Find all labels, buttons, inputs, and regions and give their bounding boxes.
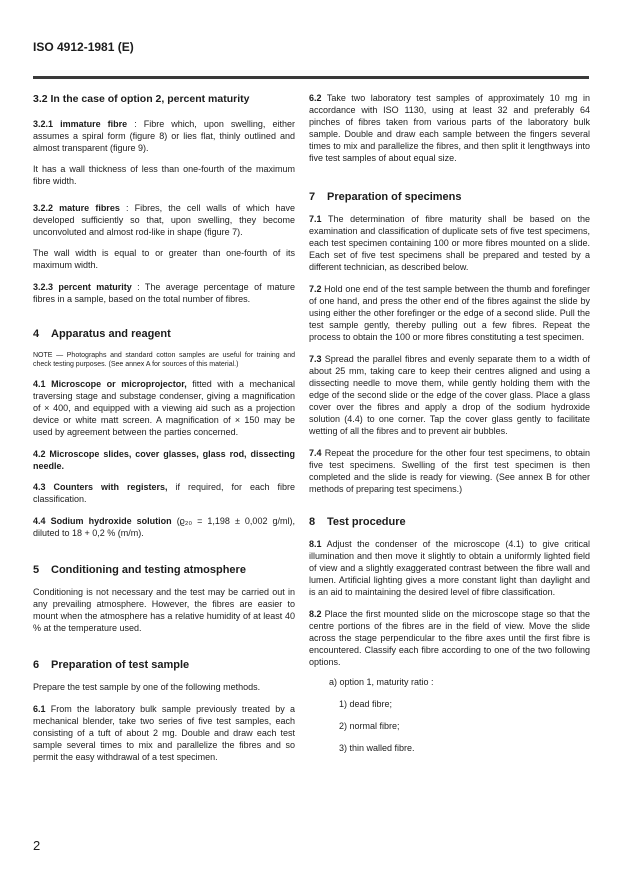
clause-text: Place the first mounted slide on the microscope stage so that the centre portions of the fibres are in the field of view. Move the slide across the stage perpendicular to the fibre axes until the first fibre is encountered. Classify each fibre according to one of the two following options. (309, 609, 590, 667)
clause-number: 7.1 (309, 214, 322, 224)
clause-text: fitted with a mechanical traversing stage and substage condenser, giving a magnification of × 400, and equipped with a viewing aid such as a projection device or white matt screen. A magnification of × 150 may be used by agreement between the parties concerned. (33, 379, 295, 437)
clause-number: 8.1 (309, 539, 322, 549)
term: percent maturity (58, 282, 132, 292)
clause-3-2-2 (33, 202, 295, 238)
clause-number: 3.2.1 (33, 119, 54, 129)
section-5-heading (33, 563, 295, 577)
clause-8-2 (309, 608, 590, 668)
section-6-heading (33, 658, 295, 672)
section-4-heading (33, 327, 295, 341)
document-header: ISO 4912-1981 (E) (33, 40, 134, 54)
section-title: Apparatus and reagent (51, 328, 171, 340)
clause-7-3 (309, 353, 590, 437)
section-number: 6 (33, 659, 40, 671)
term: Microscope or microprojector, (51, 379, 187, 389)
term: mature fibres (59, 203, 120, 213)
clause-text: Spread the parallel fibres and evenly separate them to a width of about 25 mm, taking care to keep their centres aligned and using a dissecting needle to move them, while gently holding them with the edge of the second slide or the edge of the cover glass. Place a glass cover over the fibres and apply a drop of the sodium hydroxide solution (4.4) to one corner. Tap the cover glass gently to facilitate wetting of all the fibres and to prevent air bubbles. (309, 354, 590, 436)
right-column (309, 92, 590, 754)
term: Counters with registers, (53, 482, 168, 492)
header-rule (33, 76, 589, 79)
section-8-heading (309, 515, 590, 529)
clause-3-2-3 (33, 281, 295, 305)
list-item: 3) thin walled fibre. (339, 743, 415, 753)
list-item: 1) dead fibre; (339, 699, 393, 709)
clause-text: : The average percentage of mature fibres in a sample, based on the total number of fibres. (33, 282, 295, 304)
clause-text: Take two laboratory test samples of approximately 10 mg in accordance with ISO 1130, using at least 32 and preferably 64 pinches of fibres taken from various parts of the laboratory bulk sample. Double and draw each sample between the fingers several times to mix and parallelize the fibres, and then split it lengthways into five test samples of about equal size. (309, 93, 590, 163)
clause-number: 4.3 (33, 482, 46, 492)
clause-7-4 (309, 447, 590, 495)
clause-number: 8.2 (309, 609, 322, 619)
clause-6-2 (309, 92, 590, 164)
clause-7-2 (309, 283, 590, 343)
clause-text: Repeat the procedure for the other four test specimens, to obtain five test specimens. Swelling of the first test specimen is then completed and the slide is ready for viewing. (See annex B for other methods of preparing test specimens.) (309, 448, 590, 494)
list-item: a) option 1, maturity ratio : (329, 677, 434, 687)
clause-text: if required, for each fibre classification. (33, 482, 295, 504)
clause-text: Hold one end of the test sample between the thumb and forefinger of one hand, and press the other end of the fibres against the slide by using either the other forefinger or the edge of a second slide. Pull the test sample gently, thereby pulling out a few fibres. Repeat the process to obtain the 100 or more fibres constituting a test specimen. (309, 284, 590, 342)
clause-number: 7.4 (309, 448, 322, 458)
section-3-2-heading: 3.2 In the case of option 2, percent maturity (33, 93, 250, 105)
clause-text: (ϱ₂₀ = 1,198 ± 0,002 g/ml), diluted to 18 + 0,2 % (m/m). (33, 516, 295, 538)
clause-text: : Fibres, the cell walls of which have developed sufficiently so that, upon swelling, they become unconvoluted and almost rod-like in shape (figure 7). (33, 203, 295, 237)
section-title: Preparation of test sample (51, 659, 190, 671)
clause-number: 3.2.3 (33, 282, 54, 292)
section-title: Conditioning and testing atmosphere (51, 564, 246, 576)
list-item: 2) normal fibre; (339, 721, 400, 731)
paragraph: Prepare the test sample by one of the following methods. (33, 682, 261, 692)
clause-number: 6.1 (33, 704, 46, 714)
options-list (309, 676, 590, 754)
clause-4-4 (33, 515, 295, 539)
section-number: 8 (309, 516, 316, 528)
clause-text: : Fibre which, upon swelling, either assumes a spiral form (figure 8) or lies flat, thinly outlined and almost transparent (figure 9). (33, 119, 295, 153)
section-number: 7 (309, 191, 316, 203)
clause-number: 4.4 (33, 516, 46, 526)
section-title: Preparation of specimens (327, 191, 462, 203)
term: immature fibre (60, 119, 128, 129)
section-title: Test procedure (327, 516, 406, 528)
clause-number: 3.2.2 (33, 203, 54, 213)
clause-7-1 (309, 213, 590, 273)
clause-3-2-1 (33, 118, 295, 154)
clause-number: 7.3 (309, 354, 322, 364)
clause-8-1 (309, 538, 590, 598)
clause-4-3 (33, 481, 295, 505)
term: Sodium hydroxide solution (50, 516, 172, 526)
clause-number: 6.2 (309, 93, 322, 103)
section-number: 5 (33, 564, 40, 576)
clause-number: 7.2 (309, 284, 322, 294)
paragraph: Conditioning is not necessary and the test may be carried out in any prevailing atmosphere. However, the fibres are easier to mount when the atmosphere has a relative humidity of at least 40 % at the temperature used. (33, 587, 295, 633)
paragraph: The wall width is equal to or greater than one-fourth of its maximum width. (33, 248, 295, 270)
clause-number: 4.1 (33, 379, 46, 389)
clause-text: Adjust the condenser of the microscope (4.1) to give critical illumination and then move it slightly to obtain a uniformly lighted field of view and a slightly exaggerated contrast between the fibre wall and lumen. Artificial lighting gives a more constant light than daylight and is an aid to maintaining the desired level of fibre classification. (309, 539, 590, 597)
section-7-heading (309, 190, 590, 204)
clause-6-1 (33, 703, 295, 763)
clause-text: From the laboratory bulk sample previously treated by a mechanical blender, take two series of five test samples, each consisting of a tuft of about 2 mg. Double and draw each test sample several times to mix and parallelize the fibres and so permit the easy withdrawal of a test specimen. (33, 704, 295, 762)
paragraph: It has a wall thickness of less than one-fourth of the maximum fibre width. (33, 164, 295, 186)
left-column (33, 92, 295, 763)
section-number: 4 (33, 328, 40, 340)
page-number: 2 (33, 838, 41, 853)
clause-text: The determination of fibre maturity shall be based on the examination and classification of duplicate sets of five test specimens, each test specimen containing 100 or more fibres mounted on a slide. Each set of five test specimens shall be prepared and tested by a different technician, as described below. (309, 214, 590, 272)
clause-4-2: 4.2 Microscope slides, cover glasses, glass rod, dissecting needle. (33, 449, 295, 471)
note: NOTE — Photographs and standard cotton samples are useful for training and check testing purposes. (See annex A for sources of this material.) (33, 352, 295, 368)
clause-4-1 (33, 378, 295, 438)
